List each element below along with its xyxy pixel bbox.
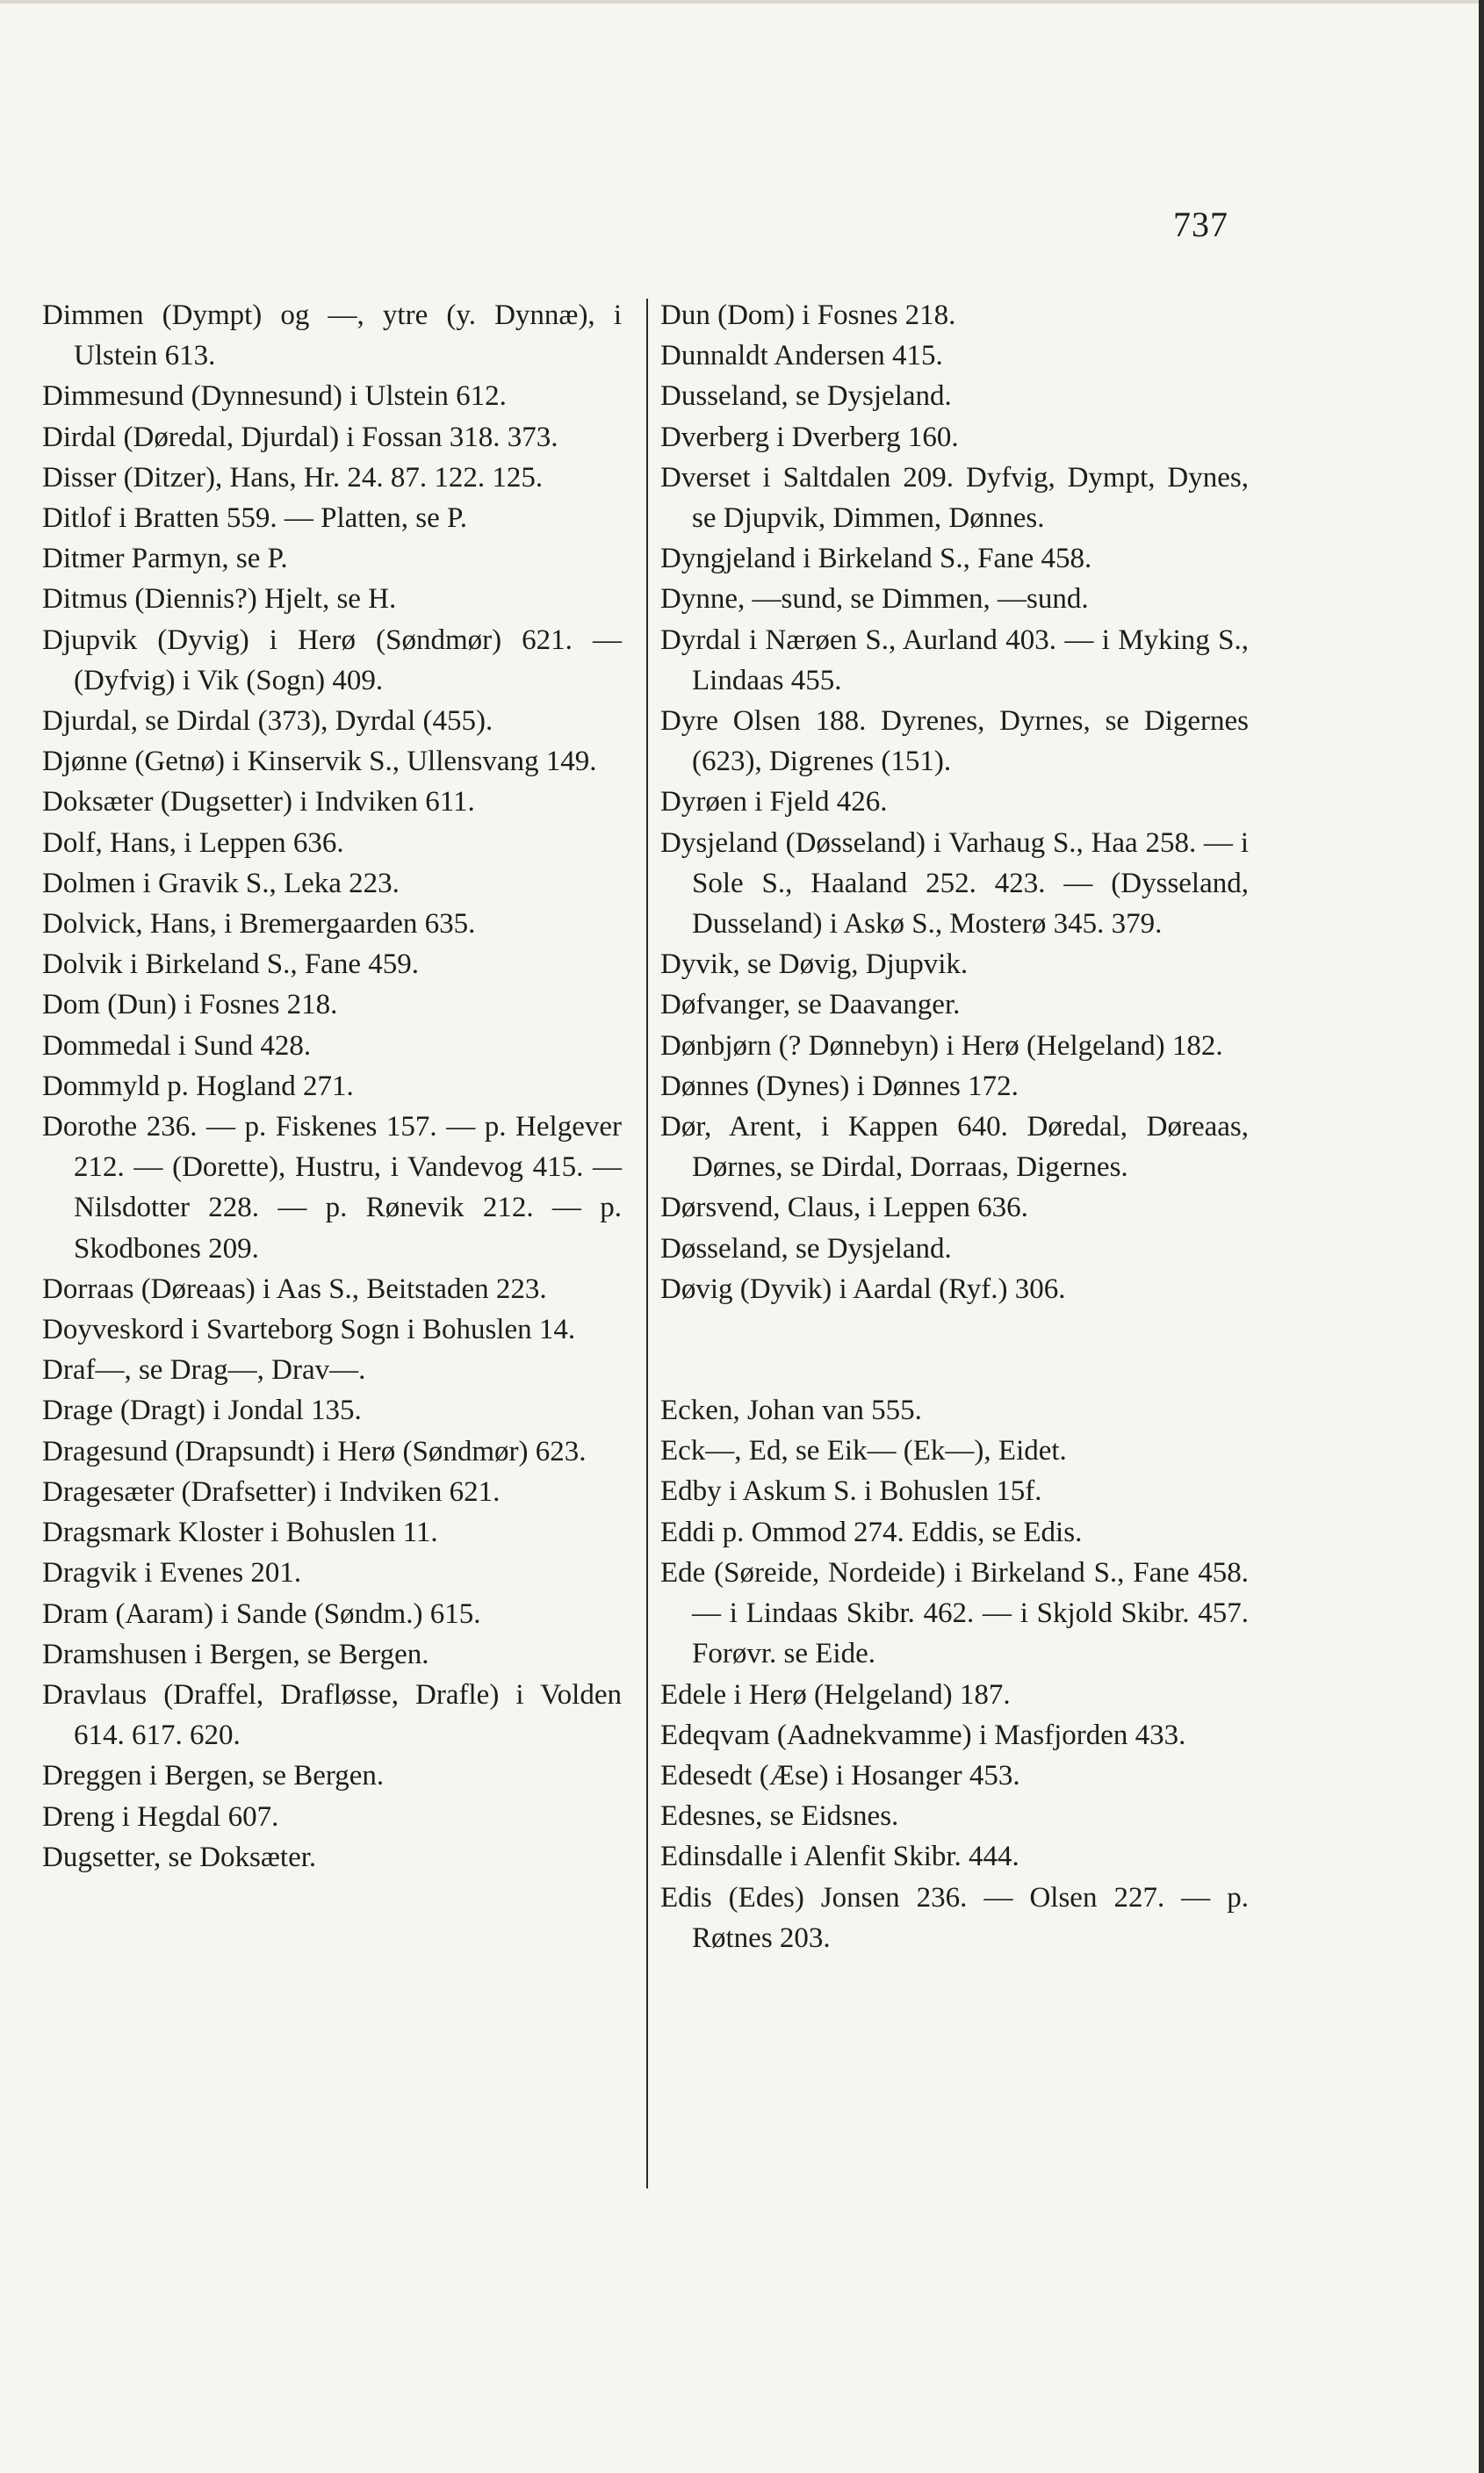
index-entry: Doyveskord i Svarteborg Sogn i Bohuslen 14. — [42, 1314, 576, 1346]
index-entry: Dønnes (Dynes) i Dønnes 172. — [660, 1070, 1019, 1102]
index-entry: Djupvik (Dyvig) i Herø (Søndmør) 621. — (Dyfvig) i Vik (Sogn) 409. — [42, 624, 622, 696]
index-entry: Dommyld p. Hogland 271. — [42, 1070, 354, 1102]
index-entry: Dragsmark Kloster i Bohuslen 11. — [42, 1517, 438, 1549]
index-entry: Dusseland, se Dysjeland. — [660, 380, 952, 413]
index-entry: Dimmen (Dympt) og —, ytre (y. Dynnæ), i Ulstein 613. — [42, 299, 622, 372]
index-entry: Dyrdal i Nærøen S., Aurland 403. — i Myking S., Lindaas 455. — [660, 624, 1249, 696]
index-entry: Drage (Dragt) i Jondal 135. — [42, 1395, 362, 1427]
index-entry: Ditmus (Diennis?) Hjelt, se H. — [42, 583, 397, 616]
right-column — [660, 295, 1249, 1958]
index-entry: Døvig (Dyvik) i Aardal (Ryf.) 306. — [660, 1273, 1066, 1305]
index-entry: Dverset i Saltdalen 209. Dyfvig, Dympt, Dynes, se Djupvik, Dimmen, Dønnes. — [660, 461, 1249, 535]
index-entry: Dimmesund (Dynnesund) i Ulstein 612. — [42, 380, 507, 413]
index-entry: Dunnaldt Andersen 415. — [660, 340, 943, 372]
index-entry: Dirdal (Døredal, Djurdal) i Fossan 318. 373. — [42, 421, 558, 453]
index-entry: Dreggen i Bergen, se Bergen. — [42, 1760, 385, 1792]
left-column — [42, 295, 622, 1878]
index-entry: Dorothe 236. — p. Fiskenes 157. — p. Helgever 212. — (Dorette), Hustru, i Vandevog 415. — Nilsdotter 228. — p. Rønevik 212. — p. Skodbones 209. — [42, 1111, 622, 1265]
page-right-edge — [1479, 0, 1484, 2473]
page-number: 737 — [1173, 205, 1228, 244]
index-entry: Dolf, Hans, i Leppen 636. — [42, 826, 344, 859]
index-entry: Dragesund (Drapsundt) i Herø (Søndmør) 623. — [42, 1435, 587, 1467]
index-entry: Dom (Dun) i Fosnes 218. — [42, 989, 338, 1021]
index-entry: Dolmen i Gravik S., Leka 223. — [42, 867, 400, 899]
index-entry: Edesnes, se Eidsnes. — [660, 1800, 899, 1833]
index-entry: Draf—, se Drag—, Drav—. — [42, 1354, 366, 1387]
index-entry: Edis (Edes) Jonsen 236. — Olsen 227. — p. Røtnes 203. — [660, 1881, 1249, 1954]
index-entry: Ede (Søreide, Nordeide) i Birkeland S., Fane 458. — i Lindaas Skibr. 462. — i Skjold Skibr. 457. Forøvr. se Eide. — [660, 1556, 1249, 1670]
index-entry: Edesedt (Æse) i Hosanger 453. — [660, 1759, 1020, 1792]
index-entry: Dramshusen i Bergen, se Bergen. — [42, 1638, 429, 1670]
index-entry: Dør, Arent, i Kappen 640. Døredal, Døreaas, Dørnes, se Dirdal, Dorraas, Digernes. — [660, 1111, 1249, 1184]
index-entry: Dyre Olsen 188. Dyrenes, Dyrnes, se Digernes (623), Digrenes (151). — [660, 705, 1249, 778]
index-entry: Dolvik i Birkeland S., Fane 459. — [42, 948, 419, 981]
index-entry: Dragesæter (Drafsetter) i Indviken 621. — [42, 1475, 501, 1508]
index-entry: Dun (Dom) i Fosnes 218. — [660, 299, 956, 331]
index-entry: Edeqvam (Aadnekvamme) i Masfjorden 433. — [660, 1719, 1186, 1751]
column-divider — [646, 299, 648, 2188]
index-entry: Dommedal i Sund 428. — [42, 1029, 312, 1062]
index-entry: Dravlaus (Draffel, Drafløsse, Drafle) i Volden 614. 617. 620. — [42, 1678, 622, 1752]
index-entry: Dugsetter, se Doksæter. — [42, 1841, 317, 1873]
index-entry: Disser (Ditzer), Hans, Hr. 24. 87. 122. 125. — [42, 461, 544, 494]
index-entry: Doksæter (Dugsetter) i Indviken 611. — [42, 786, 475, 818]
index-entry: Dysjeland (Døsseland) i Varhaug S., Haa 258. — i Sole S., Haaland 252. 423. — (Dysseland, Dusseland) i Askø S., Mosterø 345. 379. — [660, 826, 1249, 941]
index-entry: Edele i Herø (Helgeland) 187. — [660, 1678, 1011, 1711]
index-entry: Djurdal, se Dirdal (373), Dyrdal (455). — [42, 705, 493, 738]
index-entry: Ecken, Johan van 555. — [660, 1395, 922, 1427]
letter-section-gap — [660, 1309, 1249, 1390]
index-entry: Ditlof i Bratten 559. — Platten, se P. — [42, 502, 467, 535]
index-entry: Døsseland, se Dysjeland. — [660, 1232, 952, 1265]
index-entry: Dram (Aaram) i Sande (Søndm.) 615. — [42, 1597, 481, 1630]
index-entry: Døfvanger, se Daavanger. — [660, 989, 961, 1021]
index-entry: Dorraas (Døreaas) i Aas S., Beitstaden 223. — [42, 1273, 547, 1305]
index-entry: Edinsdalle i Alenfit Skibr. 444. — [660, 1841, 1019, 1873]
index-entry: Eddi p. Ommod 274. Eddis, se Edis. — [660, 1516, 1083, 1548]
index-entry: Dyngjeland i Birkeland S., Fane 458. — [660, 543, 1092, 575]
index-entry: Dyrøen i Fjeld 426. — [660, 786, 888, 818]
index-entry: Dverberg i Dverberg 160. — [660, 421, 959, 453]
index-entry: Eck—, Ed, se Eik— (Ek—), Eidet. — [660, 1435, 1067, 1467]
index-entry: Dreng i Hegdal 607. — [42, 1800, 279, 1833]
index-entry: Dragvik i Evenes 201. — [42, 1557, 302, 1590]
page-top-edge — [0, 0, 1484, 4]
index-entry: Dyvik, se Døvig, Djupvik. — [660, 948, 969, 981]
index-entry: Djønne (Getnø) i Kinservik S., Ullensvang 149. — [42, 746, 597, 778]
index-entry: Dolvick, Hans, i Bremergaarden 635. — [42, 908, 476, 941]
index-entry: Edby i Askum S. i Bohuslen 15f. — [660, 1475, 1042, 1508]
index-entry: Dørsvend, Claus, i Leppen 636. — [660, 1192, 1028, 1224]
index-entry: Dønbjørn (? Dønnebyn) i Herø (Helgeland) 182. — [660, 1029, 1223, 1062]
index-entry: Dynne, —sund, se Dimmen, —sund. — [660, 583, 1089, 616]
index-entry: Ditmer Parmyn, se P. — [42, 543, 288, 575]
